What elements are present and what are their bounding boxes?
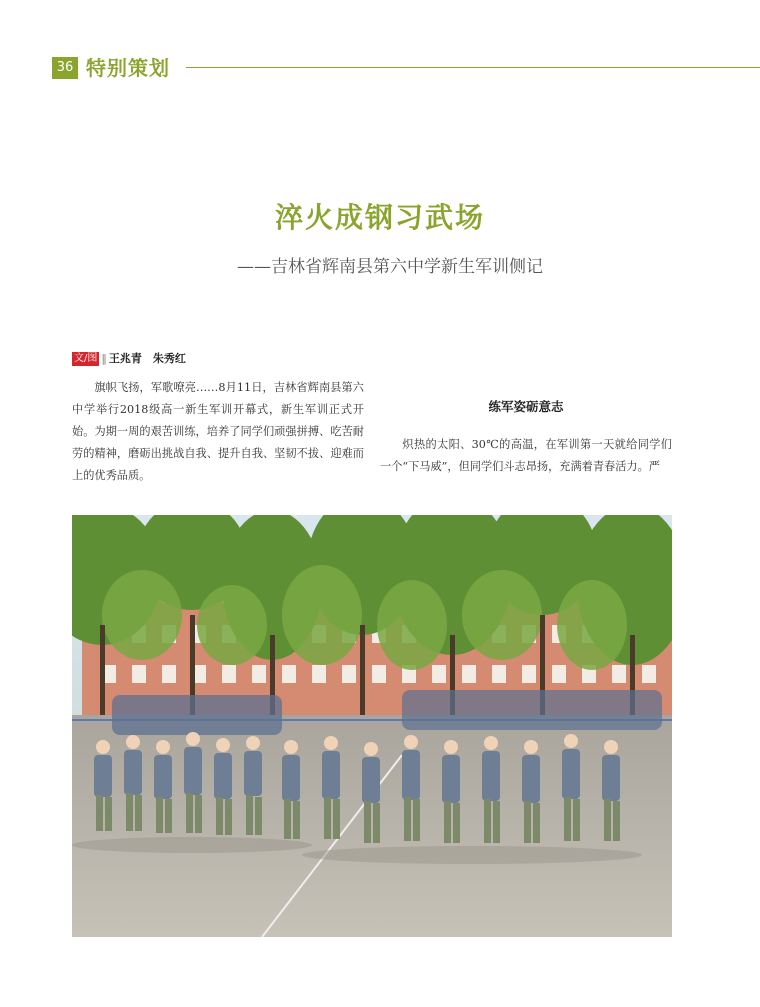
photo-illustration — [72, 515, 672, 937]
header-rule — [186, 67, 760, 68]
section-paragraph: 炽热的太阳、30℃的高温，在军训第一天就给同学们一个“下马威”，但同学们斗志昂扬，充满着青春活力。严 — [380, 438, 672, 473]
left-column — [72, 377, 364, 487]
byline-tag: 文/图 — [74, 353, 98, 364]
right-column — [380, 396, 672, 478]
byline — [72, 351, 186, 367]
byline-authors: 王兆青 朱秀红 — [108, 352, 186, 365]
article-title: 淬火成钢习武场 — [274, 201, 485, 234]
section-label: 特别策划 — [86, 56, 170, 80]
intro-paragraph: 旗帜飞扬，军歌嘹亮……8月11日，吉林省辉南县第六中学举行2018级高一新生军训开幕式，新生军训正式开始。为期一周的艰苦训练，培养了同学们顽强拼搏、吃苦耐劳的精神，磨砺出挑战自我、提升自我、坚韧不拔、迎难而上的优秀品质。 — [72, 381, 364, 482]
byline-separator: ‖ — [101, 352, 107, 365]
section-heading: 练军姿砺意志 — [488, 399, 564, 414]
marching-students-photo — [72, 515, 672, 937]
page-number: 36 — [52, 57, 78, 79]
article-subtitle: ——吉林省辉南县第六中学新生军训侧记 — [237, 257, 543, 277]
